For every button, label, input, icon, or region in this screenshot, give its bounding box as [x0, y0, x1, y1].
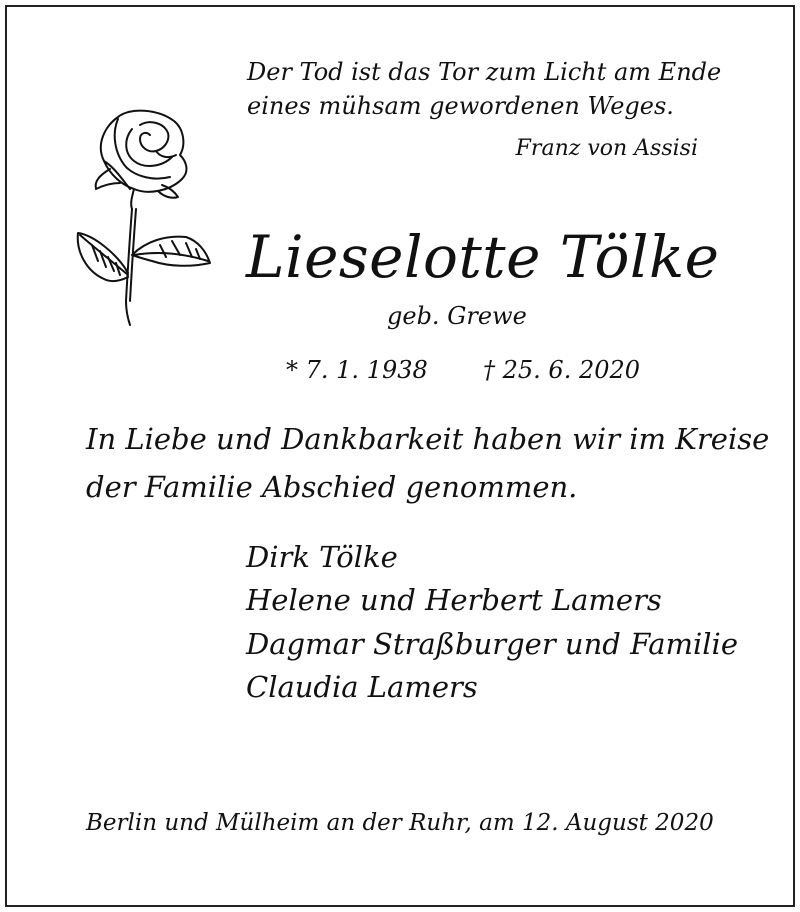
mourner: Dirk Tölke	[246, 540, 398, 574]
message-line-2: der Familie Abschied genommen.	[86, 470, 578, 504]
death-date: † 25. 6. 2020	[483, 356, 641, 384]
message-line-1: In Liebe und Dankbarkeit haben wir im Kreise	[86, 422, 770, 456]
birth-date: * 7. 1. 1938	[286, 356, 428, 384]
mourner: Claudia Lamers	[246, 670, 478, 704]
rose-icon	[70, 105, 212, 327]
quote-line-1: Der Tod ist das Tor zum Licht am Ende	[247, 58, 722, 86]
mourner: Helene und Herbert Lamers	[246, 583, 662, 617]
mourner: Dagmar Straßburger und Familie	[246, 627, 738, 661]
quote-line-2: eines mühsam gewordenen Weges.	[247, 92, 674, 120]
quote-author: Franz von Assisi	[515, 136, 698, 161]
deceased-name: Lieselotte Tölke	[246, 223, 720, 291]
place-date: Berlin und Mülheim an der Ruhr, am 12. August 2020	[86, 810, 714, 836]
maiden-name: geb. Grewe	[387, 302, 527, 330]
